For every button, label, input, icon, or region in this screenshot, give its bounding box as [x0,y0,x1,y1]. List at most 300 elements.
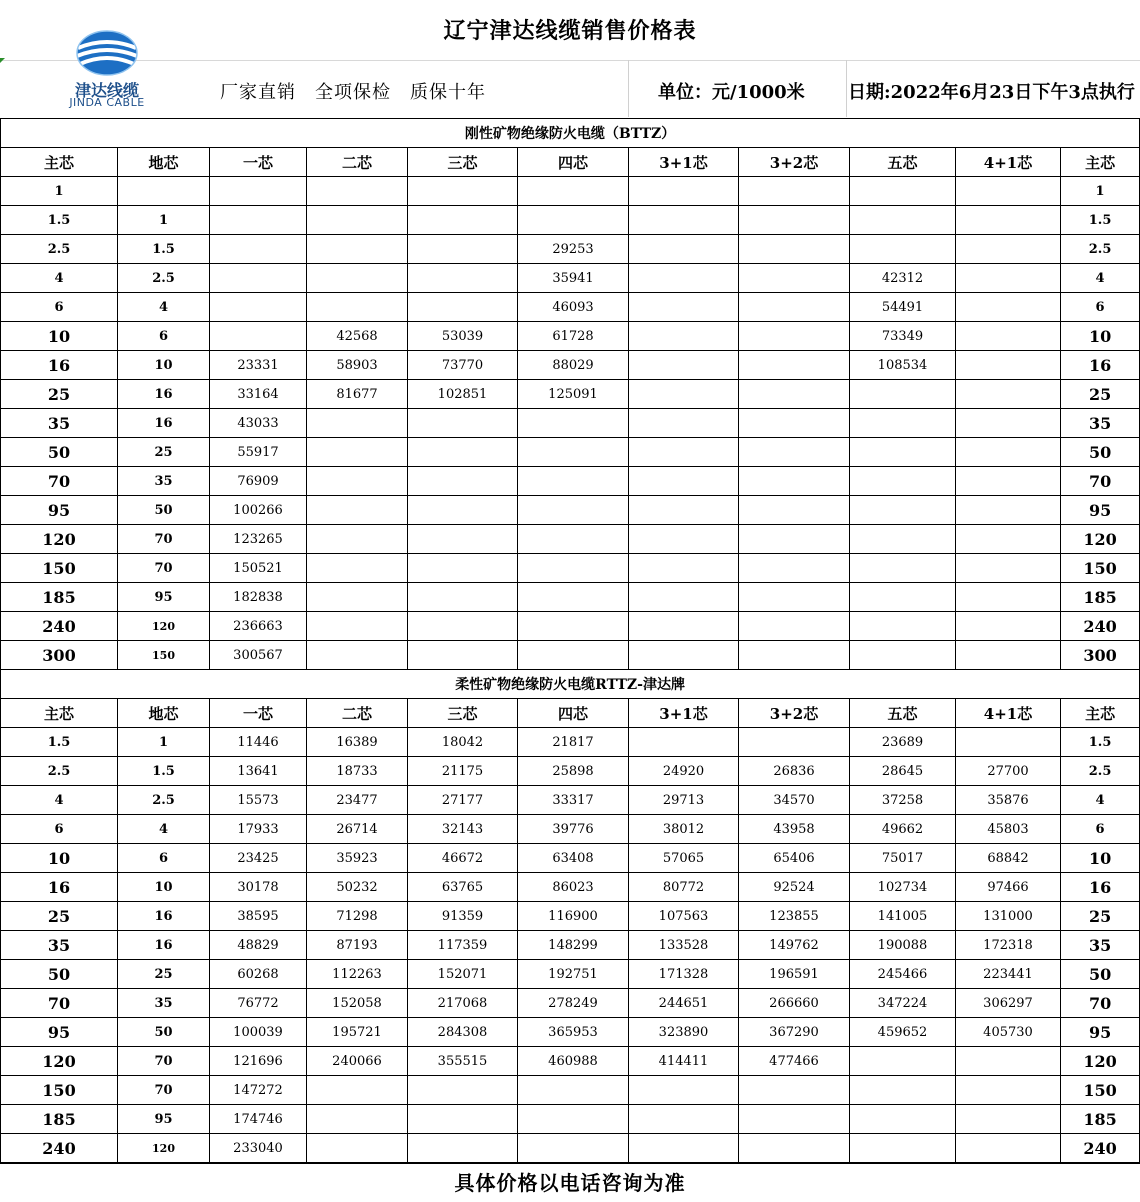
main-core-cell: 6 [1061,293,1140,322]
main-core-cell: 70 [1,467,118,496]
price-cell [956,612,1061,641]
price-cell [307,612,408,641]
price-cell [518,409,629,438]
main-core-cell: 2.5 [1,235,118,264]
price-cell [307,1134,408,1163]
table-row [1,728,1140,757]
ground-core-cell: 1.5 [118,235,210,264]
column-header: 主芯 [1061,148,1140,177]
price-cell [956,264,1061,293]
price-cell [850,496,956,525]
price-cell [408,467,518,496]
price-cell [629,583,739,612]
price-cell: 43958 [739,815,850,844]
price-cell: 28645 [850,757,956,786]
ground-core-cell: 70 [118,1076,210,1105]
price-cell [739,1076,850,1105]
price-cell: 284308 [408,1018,518,1047]
price-cell: 32143 [408,815,518,844]
price-cell: 245466 [850,960,956,989]
price-cell: 75017 [850,844,956,873]
table-row [1,264,1140,293]
column-header: 3+2芯 [739,699,850,728]
price-cell: 192751 [518,960,629,989]
price-cell [739,583,850,612]
divider [628,60,629,117]
price-cell [629,177,739,206]
price-cell [307,264,408,293]
column-header: 主芯 [1061,699,1140,728]
price-cell [629,235,739,264]
price-table [0,118,1140,1163]
table-row [1,380,1140,409]
table-row [1,496,1140,525]
price-cell: 55917 [210,438,307,467]
price-cell: 236663 [210,612,307,641]
main-core-cell: 70 [1,989,118,1018]
price-cell [629,438,739,467]
price-cell: 107563 [629,902,739,931]
price-cell [956,554,1061,583]
ground-core-cell: 1.5 [118,757,210,786]
price-cell [408,583,518,612]
ground-core-cell: 6 [118,322,210,351]
price-cell [307,293,408,322]
price-cell: 152058 [307,989,408,1018]
ground-core-cell: 16 [118,380,210,409]
price-cell [629,351,739,380]
column-header: 二芯 [307,699,408,728]
price-cell: 367290 [739,1018,850,1047]
main-core-cell: 95 [1061,1018,1140,1047]
price-cell: 34570 [739,786,850,815]
price-cell: 102851 [408,380,518,409]
ground-core-cell: 70 [118,525,210,554]
price-cell [518,438,629,467]
price-cell: 23689 [850,728,956,757]
price-cell: 125091 [518,380,629,409]
price-cell [739,1134,850,1163]
price-cell [850,1076,956,1105]
table-row [1,1047,1140,1076]
price-cell: 86023 [518,873,629,902]
price-cell [210,264,307,293]
price-cell [739,641,850,670]
table-row [1,409,1140,438]
price-cell [956,235,1061,264]
column-header: 二芯 [307,148,408,177]
ground-core-cell: 10 [118,351,210,380]
main-core-cell: 10 [1061,322,1140,351]
price-cell: 306297 [956,989,1061,1018]
ground-core-cell: 4 [118,815,210,844]
price-cell [739,467,850,496]
table-row [1,844,1140,873]
main-core-cell: 16 [1,873,118,902]
price-cell [210,322,307,351]
price-cell [307,1105,408,1134]
main-core-cell: 1.5 [1,728,118,757]
price-cell [408,264,518,293]
price-cell: 414411 [629,1047,739,1076]
ground-core-cell: 25 [118,960,210,989]
price-cell [956,322,1061,351]
price-cell [956,583,1061,612]
main-core-cell: 10 [1061,844,1140,873]
price-cell: 80772 [629,873,739,902]
price-cell [850,235,956,264]
price-cell: 45803 [956,815,1061,844]
price-cell: 26714 [307,815,408,844]
price-cell [739,322,850,351]
price-cell [850,206,956,235]
price-cell [956,351,1061,380]
price-cell: 35923 [307,844,408,873]
price-cell [408,641,518,670]
price-cell: 46672 [408,844,518,873]
footer-note: 具体价格以电话咨询为准 [0,1163,1140,1202]
price-cell [307,525,408,554]
price-cell: 233040 [210,1134,307,1163]
ground-core-cell: 50 [118,496,210,525]
price-cell [518,554,629,583]
table-row [1,902,1140,931]
main-core-cell: 95 [1061,496,1140,525]
ground-core-cell: 95 [118,1105,210,1134]
price-cell: 88029 [518,351,629,380]
header-row [1,699,1140,728]
main-core-cell: 2.5 [1061,757,1140,786]
ground-core-cell: 1 [118,206,210,235]
price-cell: 172318 [956,931,1061,960]
column-header: 主芯 [1,699,118,728]
price-cell [850,583,956,612]
price-cell [956,467,1061,496]
price-cell [408,1105,518,1134]
price-cell [518,641,629,670]
price-cell: 54491 [850,293,956,322]
price-cell [408,554,518,583]
price-cell [629,641,739,670]
main-core-cell: 10 [1,844,118,873]
price-cell: 29253 [518,235,629,264]
price-cell [739,1105,850,1134]
price-cell [850,409,956,438]
table-row [1,467,1140,496]
price-cell [408,1076,518,1105]
ground-core-cell: 150 [118,641,210,670]
price-cell [629,496,739,525]
price-cell: 11446 [210,728,307,757]
main-core-cell: 95 [1,1018,118,1047]
main-core-cell: 150 [1061,554,1140,583]
main-core-cell: 35 [1,931,118,960]
price-cell: 182838 [210,583,307,612]
price-cell: 76772 [210,989,307,1018]
main-core-cell: 50 [1,438,118,467]
main-core-cell: 240 [1,1134,118,1163]
price-cell [850,1105,956,1134]
price-cell [629,293,739,322]
price-cell: 223441 [956,960,1061,989]
column-header: 地芯 [118,699,210,728]
main-core-cell: 4 [1061,264,1140,293]
price-cell [956,293,1061,322]
price-cell: 17933 [210,815,307,844]
column-header: 4+1芯 [956,699,1061,728]
ground-core-cell: 2.5 [118,786,210,815]
price-cell: 27177 [408,786,518,815]
table-row [1,612,1140,641]
price-cell [850,467,956,496]
ground-core-cell: 70 [118,554,210,583]
price-cell: 323890 [629,1018,739,1047]
price-cell [408,293,518,322]
price-cell [956,206,1061,235]
price-cell: 92524 [739,873,850,902]
main-core-cell: 185 [1061,583,1140,612]
price-cell: 33317 [518,786,629,815]
price-cell: 50232 [307,873,408,902]
table-row [1,177,1140,206]
price-cell: 21817 [518,728,629,757]
main-core-cell: 25 [1,902,118,931]
price-cell [739,409,850,438]
price-cell [307,409,408,438]
main-core-cell: 50 [1061,438,1140,467]
column-header: 3+2芯 [739,148,850,177]
unit-label: 单位：元/1000米 [658,82,805,103]
price-cell [629,206,739,235]
price-cell [518,1076,629,1105]
price-cell [739,554,850,583]
main-core-cell: 240 [1061,612,1140,641]
price-cell: 347224 [850,989,956,1018]
price-cell [629,1076,739,1105]
column-header: 地芯 [118,148,210,177]
price-cell [956,1076,1061,1105]
header-row [1,148,1140,177]
main-core-cell: 1 [1,177,118,206]
price-cell: 131000 [956,902,1061,931]
price-cell [307,438,408,467]
table-row [1,206,1140,235]
price-cell [739,264,850,293]
price-cell [629,264,739,293]
price-cell: 30178 [210,873,307,902]
ground-core-cell: 95 [118,583,210,612]
ground-core-cell: 120 [118,612,210,641]
price-cell: 150521 [210,554,307,583]
column-header: 五芯 [850,699,956,728]
column-header: 四芯 [518,699,629,728]
price-cell [850,641,956,670]
table-row [1,641,1140,670]
price-cell: 300567 [210,641,307,670]
price-cell [307,206,408,235]
price-cell [850,1134,956,1163]
price-cell: 21175 [408,757,518,786]
section-title: 柔性矿物绝缘防火电缆RTTZ-津达牌 [1,670,1140,699]
column-header: 4+1芯 [956,148,1061,177]
price-cell: 65406 [739,844,850,873]
price-cell: 58903 [307,351,408,380]
price-cell [210,235,307,264]
price-cell: 57065 [629,844,739,873]
main-core-cell: 6 [1,293,118,322]
price-cell: 87193 [307,931,408,960]
price-cell: 152071 [408,960,518,989]
main-core-cell: 16 [1061,873,1140,902]
price-cell [850,554,956,583]
ground-core-cell: 25 [118,438,210,467]
price-cell [210,293,307,322]
ground-core-cell: 16 [118,409,210,438]
section-title: 刚性矿物绝缘防火电缆（BTTZ） [1,119,1140,148]
price-cell: 15573 [210,786,307,815]
table-row [1,1076,1140,1105]
price-cell: 460988 [518,1047,629,1076]
main-core-cell: 150 [1061,1076,1140,1105]
price-cell [739,525,850,554]
title-row [0,0,1140,61]
table-row [1,293,1140,322]
table-row [1,960,1140,989]
page-title: 辽宁津达线缆销售价格表 [443,19,697,44]
column-header: 一芯 [210,699,307,728]
main-core-cell: 4 [1,264,118,293]
price-cell [629,554,739,583]
price-cell: 240066 [307,1047,408,1076]
section-title-row [1,670,1140,699]
price-cell: 49662 [850,815,956,844]
price-cell: 141005 [850,902,956,931]
price-cell: 26836 [739,757,850,786]
price-cell: 18733 [307,757,408,786]
table-row [1,815,1140,844]
price-cell: 42568 [307,322,408,351]
main-core-cell: 16 [1,351,118,380]
main-core-cell: 2.5 [1061,235,1140,264]
table-row [1,351,1140,380]
main-core-cell: 2.5 [1,757,118,786]
price-cell [739,438,850,467]
price-cell: 112263 [307,960,408,989]
price-cell [850,1047,956,1076]
price-cell: 195721 [307,1018,408,1047]
main-core-cell: 35 [1,409,118,438]
price-cell [629,525,739,554]
price-cell: 24920 [629,757,739,786]
price-cell: 97466 [956,873,1061,902]
price-cell [629,409,739,438]
slogan: 厂家直销 全项保检 质保十年 [220,82,486,103]
price-cell [518,496,629,525]
price-cell [518,583,629,612]
table-row [1,1018,1140,1047]
price-cell: 217068 [408,989,518,1018]
table-row [1,1134,1140,1163]
main-core-cell: 25 [1061,902,1140,931]
main-core-cell: 300 [1061,641,1140,670]
price-cell [307,496,408,525]
column-header: 3+1芯 [629,148,739,177]
price-cell: 266660 [739,989,850,1018]
price-cell: 23331 [210,351,307,380]
price-cell: 73770 [408,351,518,380]
price-cell [956,728,1061,757]
price-cell [739,206,850,235]
logo-chinese-text: 津达线缆 [74,81,139,100]
ground-core-cell [118,177,210,206]
price-cell [956,177,1061,206]
price-cell [629,1134,739,1163]
price-cell [408,525,518,554]
table-row [1,989,1140,1018]
price-cell: 37258 [850,786,956,815]
main-core-cell: 1.5 [1,206,118,235]
ground-core-cell: 16 [118,931,210,960]
price-cell [739,496,850,525]
main-core-cell: 16 [1061,351,1140,380]
main-core-cell: 50 [1061,960,1140,989]
price-cell [850,177,956,206]
price-cell: 43033 [210,409,307,438]
price-cell: 100266 [210,496,307,525]
table-row [1,583,1140,612]
price-cell: 68842 [956,844,1061,873]
main-core-cell: 35 [1061,931,1140,960]
price-cell: 35941 [518,264,629,293]
ground-core-cell: 4 [118,293,210,322]
main-core-cell: 1.5 [1061,728,1140,757]
price-cell: 459652 [850,1018,956,1047]
price-cell [408,177,518,206]
price-cell [629,1105,739,1134]
ground-core-cell: 35 [118,989,210,1018]
price-cell: 38012 [629,815,739,844]
price-cell: 91359 [408,902,518,931]
main-core-cell: 70 [1061,989,1140,1018]
price-cell [408,612,518,641]
price-cell: 42312 [850,264,956,293]
price-cell: 48829 [210,931,307,960]
column-header: 四芯 [518,148,629,177]
main-core-cell: 35 [1061,409,1140,438]
price-cell [629,380,739,409]
price-cell [739,728,850,757]
main-core-cell: 70 [1061,467,1140,496]
price-cell: 33164 [210,380,307,409]
price-cell [408,206,518,235]
price-cell [210,206,307,235]
price-cell [210,177,307,206]
main-core-cell: 6 [1,815,118,844]
column-header: 五芯 [850,148,956,177]
column-header: 三芯 [408,699,518,728]
main-core-cell: 150 [1,1076,118,1105]
price-cell: 81677 [307,380,408,409]
price-cell [956,1134,1061,1163]
price-cell: 117359 [408,931,518,960]
ground-core-cell: 70 [118,1047,210,1076]
price-cell [307,177,408,206]
price-cell [408,235,518,264]
main-core-cell: 120 [1061,525,1140,554]
price-cell [629,467,739,496]
price-cell [956,496,1061,525]
price-cell [739,612,850,641]
